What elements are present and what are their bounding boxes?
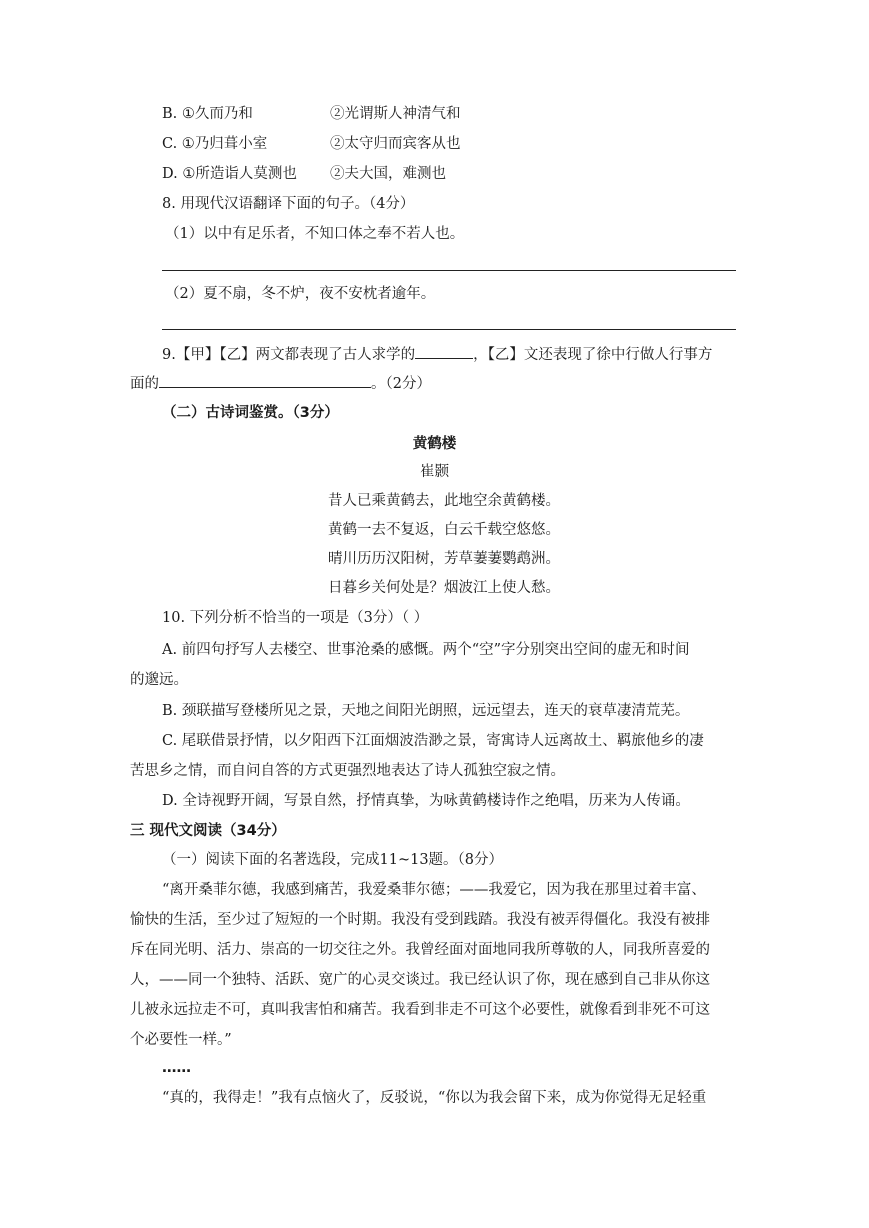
q7-option-c-2: ②太守归而宾客从也 [330, 136, 461, 152]
passage-line-5: 儿被永远拉走不可，真叫我害怕和痛苦。我看到非走不可这个必要性，就像看到非死不可这 [130, 1002, 710, 1018]
q9-blank-1[interactable] [415, 343, 473, 359]
passage-line-1: “离开桑菲尔德，我感到痛苦，我爱桑菲尔德；——我爱它，因为我在那里过着丰富、 [162, 882, 706, 898]
passage-line-3: 斥在同光明、活力、崇高的一切交往之外。我曾经面对面地同我所尊敬的人，同我所喜爱的 [130, 942, 710, 958]
q8-sentence-2: （2）夏不扇，冬不炉，夜不安枕者逾年。 [165, 286, 436, 302]
q9-blank-2[interactable] [159, 372, 371, 388]
q7-option-d-1: D. ①所造诣人莫测也 [162, 166, 297, 182]
q7-option-c-1: C. ①乃归葺小室 [162, 136, 268, 152]
q10-option-b: B. 颈联描写登楼所见之景，天地之间阳光朗照，远远望去，连天的衰草凄清荒芜。 [162, 703, 690, 719]
poem-line-1: 昔人已乘黄鹤去，此地空余黄鹤楼。 [328, 493, 560, 509]
q10-option-c-line-1: C. 尾联借景抒情，以夕阳西下江面烟波浩渺之景，寄寓诗人远离故土、羁旅他乡的凄 [162, 733, 704, 749]
q10-option-a-line-2: 的邈远。 [130, 672, 188, 688]
q8-answer-line-2[interactable] [162, 329, 736, 330]
q9-line-1: 9.【甲】【乙】两文都表现了古人求学的 ，【乙】文还表现了徐中行做人行事方 [162, 343, 712, 365]
q7-option-b-2: ②光谓斯人神清气和 [330, 106, 461, 122]
q10-option-d: D. 全诗视野开阔，写景自然，抒情真挚，为咏黄鹤楼诗作之绝唱，历来为人传诵。 [162, 793, 690, 809]
poem-line-2: 黄鹤一去不复返，白云千载空悠悠。 [328, 522, 560, 538]
poem-line-3: 晴川历历汉阳树，芳草萋萋鹦鹉洲。 [328, 551, 560, 567]
q7-option-d-2: ②夫大国，难测也 [330, 166, 446, 182]
q8-answer-line-1[interactable] [162, 270, 736, 271]
q10-stem: 10. 下列分析不恰当的一项是（3分）（ ） [162, 610, 429, 626]
passage-line-6: 个必要性一样。” [130, 1032, 232, 1048]
passage-line-4: 人，——同一个独特、活跃、宽广的心灵交谈过。我已经认识了你，现在感到自己非从你这 [130, 972, 710, 988]
poem-line-4: 日暮乡关何处是？烟波江上使人愁。 [328, 580, 560, 596]
q8-stem: 8. 用现代汉语翻译下面的句子。（4分） [162, 196, 415, 212]
q10-option-a-line-1: A. 前四句抒写人去楼空、世事沧桑的感慨。两个“空”字分别突出空间的虚无和时间 [162, 642, 690, 658]
section-2-heading: （二）古诗词鉴赏。（3分） [162, 405, 339, 421]
q10-option-c-line-2: 苦思乡之情，而自问自答的方式更强烈地表达了诗人孤独空寂之情。 [130, 763, 565, 779]
q8-sentence-1: （1）以中有足乐者，不知口体之奉不若人也。 [165, 226, 465, 242]
q7-option-b-1: B. ①久而乃和 [162, 106, 253, 122]
section-3-subheading: （一）阅读下面的名著选段，完成11~13题。（8分） [162, 852, 504, 868]
passage-last-line: “真的，我得走！”我有点恼火了，反驳说，“你以为我会留下来，成为你觉得无足轻重 [162, 1090, 707, 1106]
poem-title: 黄鹤楼 [412, 436, 457, 452]
poem-author: 崔颢 [420, 464, 449, 480]
passage-line-2: 愉快的生活，至少过了短短的一个时期。我没有受到践踏。我没有被弄得僵化。我没有被排 [130, 912, 710, 928]
section-3-heading: 三 现代文阅读（34分） [130, 823, 286, 839]
passage-ellipsis: …… [162, 1060, 191, 1076]
q9-line-2: 面的 。（2分） [130, 372, 431, 394]
